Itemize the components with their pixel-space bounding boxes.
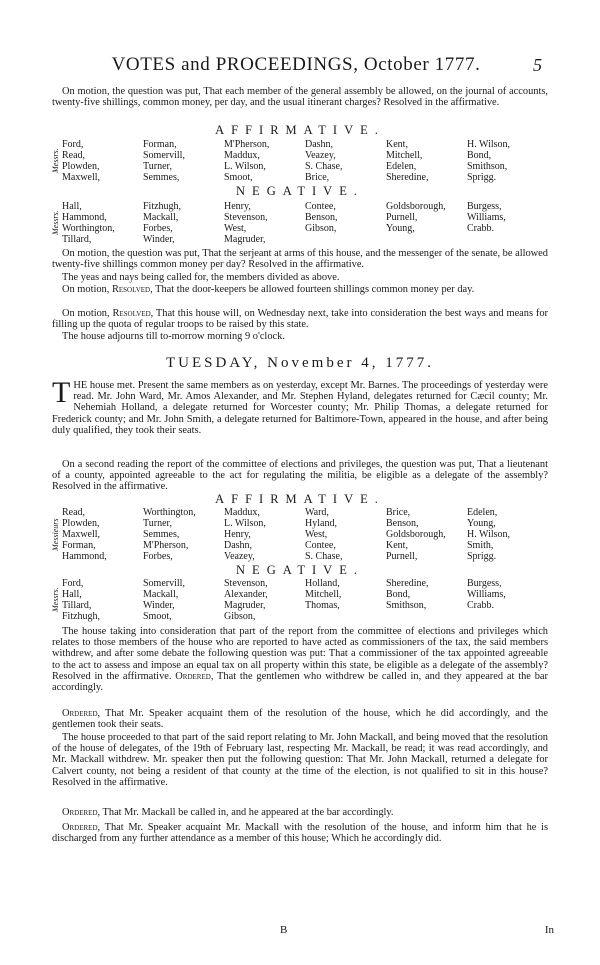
name-column — [62, 201, 143, 245]
member-name: Fitzhugh, — [143, 201, 182, 212]
member-name: Smoot, — [143, 611, 172, 622]
member-name: Burgess, — [467, 578, 502, 589]
member-name — [305, 611, 386, 622]
member-name: Read, — [62, 507, 86, 518]
member-name: Stevenson, — [224, 212, 268, 223]
catchword: In — [544, 924, 554, 936]
member-name: Sprigg. — [467, 551, 497, 562]
name-column — [467, 139, 548, 183]
member-name: Kent, — [386, 139, 408, 150]
page-number: 5 — [533, 55, 542, 75]
member-name: Smithson, — [386, 600, 427, 611]
drop-cap: T — [52, 376, 71, 409]
name-column — [224, 139, 305, 183]
member-name: Sheredine, — [386, 578, 429, 589]
member-name: Turner, — [143, 161, 172, 172]
member-name: Benson, — [386, 518, 419, 529]
member-name: Hall, — [62, 201, 82, 212]
member-name: Somervill, — [143, 150, 185, 161]
member-name: Brice, — [386, 507, 411, 518]
name-column — [467, 578, 548, 622]
name-column — [386, 507, 467, 562]
member-name: Worthington, — [143, 507, 196, 518]
name-column — [386, 578, 467, 622]
member-name: West, — [305, 529, 328, 540]
member-name: Smithson, — [467, 161, 508, 172]
paragraph-house-met: THE house met. Present the same members as on yesterday, except Mr. Barnes. The proceedings of yesterday were read. Mr. John Ward, Mr. Amos Alexander, and Mr. Stephen Hyland, delegates returned for Cæcil county; Mr. Nehemiah Holland, a delegate returned for Worcester county; Mr. Philip Thomas, a delegate returned for Frederick county; and Mr. John Smith, a delegate returned for Baltimore-Town, appeared in the house, and after being duly qualified, they took their seats. — [52, 376, 548, 436]
member-name: Young, — [386, 223, 415, 234]
member-name: Maxwell, — [62, 172, 101, 183]
header-title: VOTES and PROCEEDINGS, October 1777. — [111, 54, 481, 75]
member-name: Young, — [467, 518, 496, 529]
affirmative-heading-2: AFFIRMATIVE. — [215, 492, 385, 506]
member-name: Semmes, — [143, 529, 180, 540]
name-column — [305, 578, 386, 622]
member-name: Gibson, — [305, 223, 337, 234]
name-column — [386, 139, 467, 183]
member-name: Winder, — [143, 234, 175, 245]
paragraph-allowance-motion: On motion, the question was put, That each member of the general assembly be allowed, on the journal of accounts, twenty-five shillings, common money, per day, and the usual itinerant charges? Resolved in the affirmative. — [52, 86, 548, 109]
name-column — [305, 139, 386, 183]
paragraph-adjourn: The house adjourns till to-morrow morning 9 o'clock. — [62, 331, 285, 342]
messrs-label: Messrs. — [51, 210, 60, 236]
member-name: Hammond, — [62, 551, 107, 562]
member-name: Gibson, — [224, 611, 256, 622]
member-name: Henry, — [224, 201, 251, 212]
member-name: Brice, — [305, 172, 330, 183]
member-name: Contee, — [305, 201, 336, 212]
member-name: Goldsborough, — [386, 529, 446, 540]
member-name: H. Wilson, — [467, 529, 511, 540]
name-column — [62, 578, 143, 622]
member-name: Mackall, — [143, 212, 179, 223]
paragraph-mackall-discharged: Ordered, That Mr. Speaker acquaint Mr. Mackall with the resolution of the house, and inform him that he is discharged from any further attendance as a member of this house; Which he accordingly did. — [52, 822, 548, 845]
name-column — [305, 201, 386, 245]
name-column — [143, 139, 224, 183]
member-name: Crabb. — [467, 600, 494, 611]
name-column — [143, 507, 224, 562]
member-name: Mitchell, — [305, 589, 342, 600]
member-name: Goldsborough, — [386, 201, 446, 212]
member-name: Smith, — [467, 540, 494, 551]
member-name — [386, 234, 467, 245]
member-name: Edelen, — [386, 161, 417, 172]
messrs-label: Messrs. — [51, 148, 60, 174]
member-name: Ward, — [305, 507, 329, 518]
paragraph-door-keepers: On motion, Resolved, That the door-keepers be allowed fourteen shillings common money per day. — [62, 284, 475, 295]
member-name: Henry, — [224, 529, 251, 540]
member-name: Dashn, — [305, 139, 334, 150]
member-name: Forbes, — [143, 551, 173, 562]
name-column — [224, 201, 305, 245]
paragraph-yeas-nays: The yeas and nays being called for, the members divided as above. — [62, 272, 340, 283]
member-name: L. Wilson, — [224, 518, 266, 529]
name-column — [305, 507, 386, 562]
member-name: Worthington, — [62, 223, 115, 234]
member-name: Veazey, — [224, 551, 255, 562]
member-name: Read, — [62, 150, 86, 161]
member-name: Tillard, — [62, 600, 92, 611]
member-name: Bond, — [386, 589, 411, 600]
member-name: Smoot, — [224, 172, 253, 183]
member-name: Sprigg. — [467, 172, 497, 183]
paragraph-mackall-called: Ordered, That Mr. Mackall be called in, and he appeared at the bar accordingly. — [62, 807, 394, 818]
name-column — [467, 507, 548, 562]
member-name: Williams, — [467, 212, 506, 223]
negative-heading-2: NEGATIVE. — [236, 563, 364, 577]
member-name: Maddux, — [224, 507, 260, 518]
member-name: Thomas, — [305, 600, 340, 611]
running-header — [0, 54, 600, 78]
name-column — [62, 507, 143, 562]
member-name: Burgess, — [467, 201, 502, 212]
member-name: Hall, — [62, 589, 82, 600]
name-column — [224, 578, 305, 622]
name-column — [62, 139, 143, 183]
member-name: Purnell, — [386, 212, 418, 223]
negative-heading-1: NEGATIVE. — [236, 184, 364, 198]
member-name: Benson, — [305, 212, 338, 223]
member-name: H. Wilson, — [467, 139, 511, 150]
member-name: Crabb. — [467, 223, 494, 234]
member-name: Hyland, — [305, 518, 337, 529]
affirmative-names-2 — [52, 507, 548, 563]
paragraph-speaker-acquaint: Ordered, That Mr. Speaker acquaint them of the resolution of the house, which he did accordingly, and the gentlemen took their seats. — [52, 708, 548, 731]
member-name: L. Wilson, — [224, 161, 266, 172]
member-name: Sheredine, — [386, 172, 429, 183]
paragraph-commissioners: The house taking into consideration that part of the report from the committee of elections and privileges which relates to those members of the house who are reported to have acted as commissioners of the tax, the said members withdrew, and after some debate the following question was put: That a commissioner of the tax appointed agreeable to the act to assess and impose an equal tax on all property within this state, be eligible as a delegate of the assembly? Resolved in the affirmative. Ordered, That the gentlemen who withdrew be called in, and they appeared at the bar accordingly. — [52, 626, 548, 694]
member-name: Winder, — [143, 600, 175, 611]
member-name: Magruder, — [224, 234, 266, 245]
messrs-label: Messieurs — [51, 518, 60, 552]
negative-names-2 — [52, 578, 548, 622]
member-name: Tillard, — [62, 234, 92, 245]
member-name: Mackall, — [143, 589, 179, 600]
member-name: Veazey, — [305, 150, 336, 161]
member-name: M'Pherson, — [224, 139, 270, 150]
negative-names-1 — [52, 201, 548, 245]
member-name: Alexander, — [224, 589, 268, 600]
member-name: M'Pherson, — [143, 540, 189, 551]
affirmative-heading-1: AFFIRMATIVE. — [215, 123, 385, 137]
member-name — [467, 611, 548, 622]
member-name: S. Chase, — [305, 551, 343, 562]
member-name: Bond, — [467, 150, 492, 161]
name-column — [386, 201, 467, 245]
name-column — [143, 201, 224, 245]
name-column — [467, 201, 548, 245]
member-name: Hammond, — [62, 212, 107, 223]
member-name: Semmes, — [143, 172, 180, 183]
member-name: Dashn, — [224, 540, 253, 551]
member-name: Edelen, — [467, 507, 498, 518]
member-name: S. Chase, — [305, 161, 343, 172]
messrs-label: Messrs. — [51, 587, 60, 613]
member-name: Purnell, — [386, 551, 418, 562]
paragraph-lieutenant-question: On a second reading the report of the committee of elections and privileges, the question was put, That a lieutenant of a county, appointed agreeable to the act for regulating the militia, be eligible as a delegate of the assembly? Resolved in the affirmative. — [52, 459, 548, 493]
member-name: Kent, — [386, 540, 408, 551]
paragraph-mackall: The house proceeded to that part of the said report relating to Mr. John Mackall, and being moved that the resolution of the house of delegates, of the 19th of February last, respecting Mr. Mackall, be read; it was read accordingly, and Mr. Mackall withdrew. Mr. speaker then put the following question: That Mr. John Mackall, returned a delegate for Calvert county, not being a resident of that county at the time of the election, is not qualified to sit in this house? Resolved in the affirmative. — [52, 732, 548, 788]
paragraph-serjeant-motion: On motion, the question was put, That the serjeant at arms of this house, and the messenger of the senate, be allowed twenty-five shillings common money per day? Resolved in the affirmative. — [52, 248, 548, 271]
member-name: Magruder, — [224, 600, 266, 611]
member-name: Ford, — [62, 139, 84, 150]
member-name: Forman, — [62, 540, 96, 551]
member-name: Stevenson, — [224, 578, 268, 589]
member-name: Maddux, — [224, 150, 260, 161]
member-name: Contee, — [305, 540, 336, 551]
member-name — [467, 234, 548, 245]
member-name: Holland, — [305, 578, 340, 589]
member-name: Forman, — [143, 139, 177, 150]
member-name: Turner, — [143, 518, 172, 529]
name-column — [143, 578, 224, 622]
member-name: Fitzhugh, — [62, 611, 101, 622]
signature-mark: B — [280, 924, 288, 936]
member-name: West, — [224, 223, 247, 234]
member-name: Williams, — [467, 589, 506, 600]
member-name — [305, 234, 386, 245]
member-name: Maxwell, — [62, 529, 101, 540]
affirmative-names-1 — [52, 139, 548, 183]
member-name: Somervill, — [143, 578, 185, 589]
name-column — [224, 507, 305, 562]
member-name: Ford, — [62, 578, 84, 589]
member-name: Plowden, — [62, 518, 100, 529]
member-name — [386, 611, 467, 622]
member-name: Forbes, — [143, 223, 173, 234]
member-name: Mitchell, — [386, 150, 423, 161]
day-heading: TUESDAY, November 4, 1777. — [166, 355, 434, 371]
member-name: Plowden, — [62, 161, 100, 172]
paragraph-troops: On motion, Resolved, That this house will, on Wednesday next, take into consideration the best ways and means for filling up the quota of regular troops to be raised by this state. — [52, 308, 549, 331]
